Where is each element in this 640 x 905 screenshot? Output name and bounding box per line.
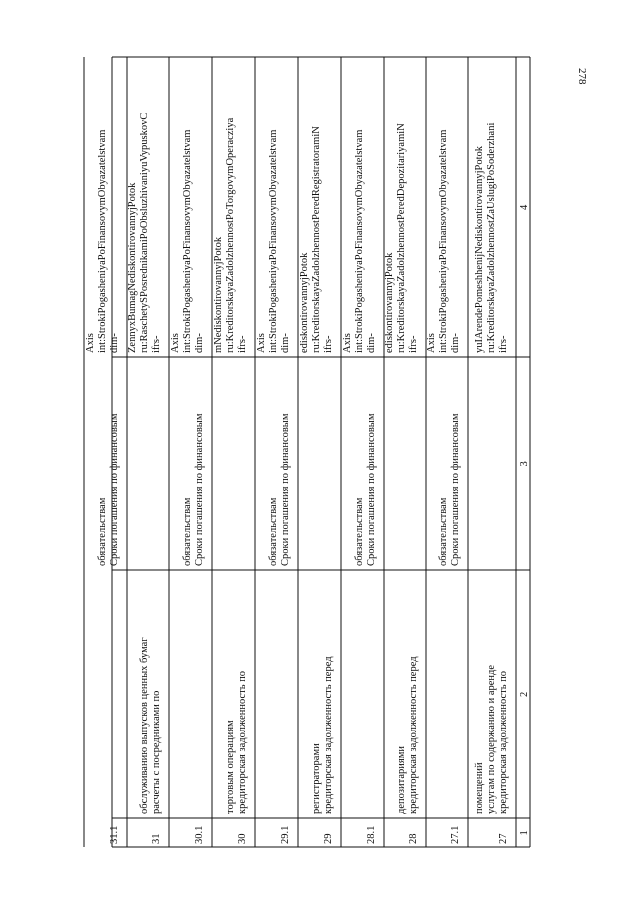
row-code: ifrs- bbox=[498, 335, 509, 353]
row-code: ZennyxBumagNediskontirovannyjPotok bbox=[127, 182, 138, 353]
row-name: кредиторская задолженность по bbox=[237, 670, 248, 814]
page-number: 278 bbox=[576, 68, 588, 85]
row-code: int:StrokiPogasheniyaPoFinansovymObyazatelstvam bbox=[438, 129, 449, 353]
row-number: 31.1 bbox=[109, 825, 120, 844]
row-code: ifrs- bbox=[408, 335, 419, 353]
row-code: Axis bbox=[342, 333, 353, 353]
row-number: 27.1 bbox=[450, 825, 461, 844]
row-code: ifrs- bbox=[151, 335, 162, 353]
row-code: int:StrokiPogasheniyaPoFinansovymObyazatelstvam bbox=[354, 129, 365, 353]
row-number: 30.1 bbox=[194, 825, 205, 844]
column-header: 1 bbox=[519, 830, 530, 836]
row-name: обслуживанию выпусков ценных бумаг bbox=[139, 637, 150, 814]
row-number: 28.1 bbox=[366, 825, 377, 844]
row-code: yuIArendePomeshhenijNediskontirovannyjPotok bbox=[474, 145, 485, 353]
row-code: Axis bbox=[256, 333, 267, 353]
column-header: 3 bbox=[519, 461, 530, 467]
row-number: 30 bbox=[237, 833, 248, 844]
row-name: депозитариями bbox=[396, 746, 407, 814]
row-axis-label: Сроки погашения по финансовым bbox=[450, 413, 461, 566]
row-code: Axis bbox=[85, 333, 96, 353]
row-code: int:StrokiPogasheniyaPoFinansovymObyazatelstvam bbox=[97, 129, 108, 353]
column-header: 2 bbox=[519, 691, 530, 697]
row-axis-label: Сроки погашения по финансовым bbox=[280, 413, 291, 566]
row-axis-label: Сроки погашения по финансовым bbox=[366, 413, 377, 566]
row-name: кредиторская задолженность по bbox=[498, 670, 509, 814]
row-number: 29.1 bbox=[280, 825, 291, 844]
row-name: расчеты с посредниками по bbox=[151, 690, 162, 814]
row-name: услугам по содержанию и аренде bbox=[486, 664, 497, 814]
row-axis-label: обязательствам bbox=[354, 497, 365, 566]
row-axis-label: Сроки погашения по финансовым bbox=[109, 413, 120, 566]
row-name: регистраторами bbox=[311, 743, 322, 814]
row-code: Axis bbox=[426, 333, 437, 353]
row-name: кредиторская задолженность перед bbox=[408, 656, 419, 814]
row-code: dim- bbox=[194, 333, 205, 353]
row-code: ediskontirovannyjPotok bbox=[384, 252, 395, 353]
row-axis-label: обязательствам bbox=[268, 497, 279, 566]
row-code: ru:RaschetySPosrednikamiPoObsluzhivaniyuVypuskovC bbox=[139, 112, 150, 353]
row-code: int:StrokiPogasheniyaPoFinansovymObyazatelstvam bbox=[268, 129, 279, 353]
row-axis-label: обязательствам bbox=[97, 497, 108, 566]
row-number: 29 bbox=[323, 833, 334, 844]
row-code: dim- bbox=[366, 333, 377, 353]
row-number: 28 bbox=[408, 833, 419, 844]
row-code: dim- bbox=[450, 333, 461, 353]
row-code: mNediskontirovannyjPotok bbox=[213, 236, 224, 353]
row-code: dim- bbox=[109, 333, 120, 353]
row-name: помещений bbox=[474, 762, 485, 814]
row-axis-label: обязательствам bbox=[182, 497, 193, 566]
row-name: кредиторская задолженность перед bbox=[323, 656, 334, 814]
row-code: ru:KreditorskayaZadolzhennostPoTorgovymOperacziya bbox=[225, 117, 236, 353]
row-axis-label: обязательствам bbox=[438, 497, 449, 566]
column-header: 4 bbox=[519, 204, 530, 210]
row-code: Axis bbox=[170, 333, 181, 353]
row-number: 31 bbox=[151, 833, 162, 844]
row-code: ru:KreditorskayaZadolzhennostZaUslugiPoSoderzhani bbox=[486, 122, 497, 353]
row-number: 27 bbox=[498, 833, 509, 844]
row-code: int:StrokiPogasheniyaPoFinansovymObyazatelstvam bbox=[182, 129, 193, 353]
row-code: ifrs- bbox=[237, 335, 248, 353]
row-code: dim- bbox=[280, 333, 291, 353]
row-name: торговым операциям bbox=[225, 720, 236, 814]
row-axis-label: Сроки погашения по финансовым bbox=[194, 413, 205, 566]
row-code: ru:KreditorskayaZadolzhennostPeredDepozitariyamiN bbox=[396, 123, 407, 353]
row-code: ru:KreditorskayaZadolzhennostPeredRegistratoramiN bbox=[311, 126, 322, 353]
row-code: ifrs- bbox=[323, 335, 334, 353]
row-code: ediskontirovannyjPotok bbox=[299, 252, 310, 353]
